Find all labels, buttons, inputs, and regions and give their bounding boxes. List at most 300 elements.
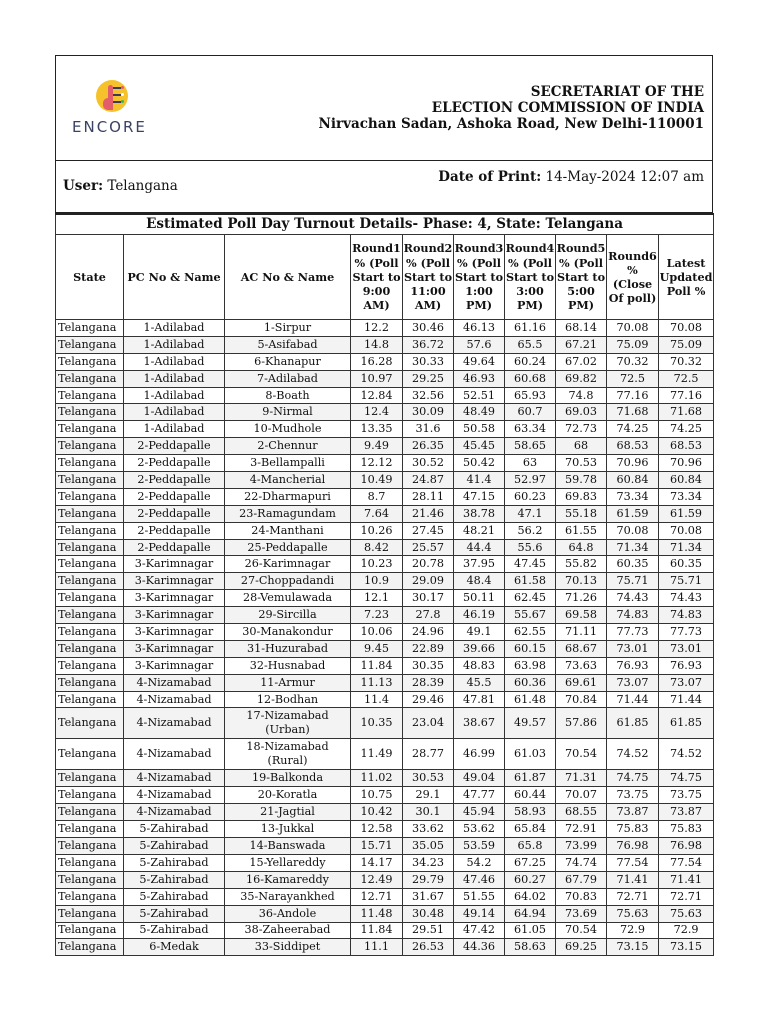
latest-poll-cell: 73.01 xyxy=(659,640,714,657)
pc-cell: 4-Nizamabad xyxy=(124,739,225,770)
round4-cell: 58.65 xyxy=(505,438,556,455)
round3-cell: 41.4 xyxy=(454,472,505,489)
ac-cell: 18-Nizamabad (Rural) xyxy=(225,739,351,770)
pc-cell: 4-Nizamabad xyxy=(124,787,225,804)
report-page xyxy=(55,55,713,956)
pc-cell: 3-Karimnagar xyxy=(124,657,225,674)
ac-cell: 33-Siddipet xyxy=(225,939,351,956)
pc-cell: 2-Peddapalle xyxy=(124,438,225,455)
ac-cell: 25-Peddapalle xyxy=(225,539,351,556)
ac-cell: 36-Andole xyxy=(225,905,351,922)
column-header: AC No & Name xyxy=(225,235,351,320)
table-row xyxy=(56,739,714,770)
round5-cell: 70.84 xyxy=(556,691,607,708)
round3-cell: 44.36 xyxy=(454,939,505,956)
latest-poll-cell: 73.07 xyxy=(659,674,714,691)
ac-cell: 22-Dharmapuri xyxy=(225,488,351,505)
state-cell: Telangana xyxy=(56,404,124,421)
latest-poll-cell: 73.34 xyxy=(659,488,714,505)
pc-cell: 4-Nizamabad xyxy=(124,674,225,691)
round4-cell: 65.5 xyxy=(505,336,556,353)
report-header xyxy=(55,55,713,161)
ac-cell: 31-Huzurabad xyxy=(225,640,351,657)
round4-cell: 60.15 xyxy=(505,640,556,657)
round6-cell: 72.5 xyxy=(607,370,659,387)
round6-cell: 71.34 xyxy=(607,539,659,556)
round2-cell: 28.77 xyxy=(403,739,454,770)
column-header: Round6 % (Close Of poll) xyxy=(607,235,659,320)
round3-cell: 48.21 xyxy=(454,522,505,539)
round5-cell: 69.03 xyxy=(556,404,607,421)
round5-cell: 68.55 xyxy=(556,804,607,821)
round2-cell: 24.96 xyxy=(403,624,454,641)
round3-cell: 46.99 xyxy=(454,739,505,770)
round5-cell: 72.91 xyxy=(556,821,607,838)
table-row xyxy=(56,854,714,871)
table-row xyxy=(56,522,714,539)
pc-cell: 3-Karimnagar xyxy=(124,556,225,573)
round3-cell: 46.19 xyxy=(454,607,505,624)
latest-poll-cell: 70.08 xyxy=(659,522,714,539)
round1-cell: 11.48 xyxy=(351,905,403,922)
round1-cell: 14.17 xyxy=(351,854,403,871)
pc-cell: 6-Medak xyxy=(124,939,225,956)
round4-cell: 55.6 xyxy=(505,539,556,556)
table-row xyxy=(56,539,714,556)
round2-cell: 23.04 xyxy=(403,708,454,739)
round3-cell: 50.58 xyxy=(454,421,505,438)
state-cell: Telangana xyxy=(56,640,124,657)
round2-cell: 25.57 xyxy=(403,539,454,556)
column-header-row xyxy=(56,235,714,320)
latest-poll-cell: 77.16 xyxy=(659,387,714,404)
round4-cell: 62.55 xyxy=(505,624,556,641)
round4-cell: 60.27 xyxy=(505,871,556,888)
round2-cell: 33.62 xyxy=(403,821,454,838)
table-row xyxy=(56,708,714,739)
round4-cell: 63.34 xyxy=(505,421,556,438)
round3-cell: 38.67 xyxy=(454,708,505,739)
state-cell: Telangana xyxy=(56,573,124,590)
column-header: State xyxy=(56,235,124,320)
column-header: Round1 % (Poll Start to 9:00 AM) xyxy=(351,235,403,320)
table-row xyxy=(56,657,714,674)
round5-cell: 70.13 xyxy=(556,573,607,590)
latest-poll-cell: 75.83 xyxy=(659,821,714,838)
round5-cell: 57.86 xyxy=(556,708,607,739)
round4-cell: 61.05 xyxy=(505,922,556,939)
state-cell: Telangana xyxy=(56,838,124,855)
state-cell: Telangana xyxy=(56,455,124,472)
table-row xyxy=(56,370,714,387)
round3-cell: 57.6 xyxy=(454,336,505,353)
ac-cell: 11-Armur xyxy=(225,674,351,691)
round3-cell: 46.13 xyxy=(454,320,505,337)
pc-cell: 1-Adilabad xyxy=(124,421,225,438)
round3-cell: 53.62 xyxy=(454,821,505,838)
round1-cell: 11.1 xyxy=(351,939,403,956)
ac-cell: 4-Mancherial xyxy=(225,472,351,489)
round6-cell: 70.96 xyxy=(607,455,659,472)
round5-cell: 72.73 xyxy=(556,421,607,438)
state-cell: Telangana xyxy=(56,387,124,404)
pc-cell: 5-Zahirabad xyxy=(124,871,225,888)
table-row xyxy=(56,787,714,804)
round4-cell: 65.84 xyxy=(505,821,556,838)
pc-cell: 2-Peddapalle xyxy=(124,488,225,505)
pc-cell: 3-Karimnagar xyxy=(124,573,225,590)
pc-cell: 3-Karimnagar xyxy=(124,640,225,657)
column-header: Latest Updated Poll % xyxy=(659,235,714,320)
ac-cell: 26-Karimnagar xyxy=(225,556,351,573)
round6-cell: 74.25 xyxy=(607,421,659,438)
ac-cell: 9-Nirmal xyxy=(225,404,351,421)
round3-cell: 51.55 xyxy=(454,888,505,905)
round5-cell: 67.21 xyxy=(556,336,607,353)
round5-cell: 71.11 xyxy=(556,624,607,641)
ac-cell: 6-Khanapur xyxy=(225,353,351,370)
round1-cell: 9.45 xyxy=(351,640,403,657)
round1-cell: 13.35 xyxy=(351,421,403,438)
encore-logo xyxy=(64,66,156,152)
round5-cell: 68 xyxy=(556,438,607,455)
round4-cell: 60.44 xyxy=(505,787,556,804)
round6-cell: 75.63 xyxy=(607,905,659,922)
round1-cell: 10.26 xyxy=(351,522,403,539)
round6-cell: 61.59 xyxy=(607,505,659,522)
ac-cell: 8-Boath xyxy=(225,387,351,404)
latest-poll-cell: 70.08 xyxy=(659,320,714,337)
round5-cell: 69.58 xyxy=(556,607,607,624)
date-value: 14-May-2024 12:07 am xyxy=(545,169,704,185)
round5-cell: 70.07 xyxy=(556,787,607,804)
pc-cell: 5-Zahirabad xyxy=(124,922,225,939)
state-cell: Telangana xyxy=(56,939,124,956)
state-cell: Telangana xyxy=(56,739,124,770)
round2-cell: 36.72 xyxy=(403,336,454,353)
round6-cell: 73.15 xyxy=(607,939,659,956)
round6-cell: 72.9 xyxy=(607,922,659,939)
round1-cell: 11.49 xyxy=(351,739,403,770)
latest-poll-cell: 73.15 xyxy=(659,939,714,956)
user-info xyxy=(63,178,178,194)
table-row xyxy=(56,387,714,404)
round5-cell: 74.74 xyxy=(556,854,607,871)
round6-cell: 76.93 xyxy=(607,657,659,674)
table-row xyxy=(56,691,714,708)
table-row xyxy=(56,590,714,607)
round1-cell: 7.23 xyxy=(351,607,403,624)
round3-cell: 47.77 xyxy=(454,787,505,804)
state-cell: Telangana xyxy=(56,821,124,838)
round4-cell: 56.2 xyxy=(505,522,556,539)
latest-poll-cell: 73.87 xyxy=(659,804,714,821)
ac-cell: 20-Koratla xyxy=(225,787,351,804)
round6-cell: 74.43 xyxy=(607,590,659,607)
round5-cell: 74.8 xyxy=(556,387,607,404)
round4-cell: 61.48 xyxy=(505,691,556,708)
round1-cell: 11.4 xyxy=(351,691,403,708)
pc-cell: 3-Karimnagar xyxy=(124,607,225,624)
ac-cell: 5-Asifabad xyxy=(225,336,351,353)
round5-cell: 70.53 xyxy=(556,455,607,472)
table-row xyxy=(56,336,714,353)
pc-cell: 3-Karimnagar xyxy=(124,590,225,607)
round1-cell: 12.4 xyxy=(351,404,403,421)
round3-cell: 46.93 xyxy=(454,370,505,387)
round2-cell: 29.51 xyxy=(403,922,454,939)
round1-cell: 10.75 xyxy=(351,787,403,804)
round4-cell: 61.03 xyxy=(505,739,556,770)
round5-cell: 70.83 xyxy=(556,888,607,905)
org-line-2: ELECTION COMMISSION OF INDIA xyxy=(431,100,704,116)
round3-cell: 54.2 xyxy=(454,854,505,871)
round3-cell: 47.42 xyxy=(454,922,505,939)
ac-cell: 29-Sircilla xyxy=(225,607,351,624)
table-row xyxy=(56,472,714,489)
latest-poll-cell: 71.34 xyxy=(659,539,714,556)
latest-poll-cell: 70.32 xyxy=(659,353,714,370)
column-header: PC No & Name xyxy=(124,235,225,320)
ac-cell: 10-Mudhole xyxy=(225,421,351,438)
round1-cell: 9.49 xyxy=(351,438,403,455)
ac-cell: 7-Adilabad xyxy=(225,370,351,387)
round3-cell: 49.04 xyxy=(454,770,505,787)
round6-cell: 74.75 xyxy=(607,770,659,787)
round2-cell: 29.46 xyxy=(403,691,454,708)
round5-cell: 59.78 xyxy=(556,472,607,489)
round6-cell: 75.71 xyxy=(607,573,659,590)
round3-cell: 45.45 xyxy=(454,438,505,455)
round4-cell: 55.67 xyxy=(505,607,556,624)
round6-cell: 77.73 xyxy=(607,624,659,641)
state-cell: Telangana xyxy=(56,488,124,505)
round4-cell: 60.7 xyxy=(505,404,556,421)
ac-cell: 32-Husnabad xyxy=(225,657,351,674)
round4-cell: 60.24 xyxy=(505,353,556,370)
table-row xyxy=(56,871,714,888)
state-cell: Telangana xyxy=(56,691,124,708)
round1-cell: 12.58 xyxy=(351,821,403,838)
round6-cell: 73.07 xyxy=(607,674,659,691)
state-cell: Telangana xyxy=(56,624,124,641)
latest-poll-cell: 76.98 xyxy=(659,838,714,855)
latest-poll-cell: 71.41 xyxy=(659,871,714,888)
table-row xyxy=(56,438,714,455)
round5-cell: 70.54 xyxy=(556,739,607,770)
round1-cell: 10.49 xyxy=(351,472,403,489)
ac-cell: 1-Sirpur xyxy=(225,320,351,337)
round1-cell: 12.71 xyxy=(351,888,403,905)
round2-cell: 26.53 xyxy=(403,939,454,956)
ac-cell: 19-Balkonda xyxy=(225,770,351,787)
round6-cell: 68.53 xyxy=(607,438,659,455)
round1-cell: 11.02 xyxy=(351,770,403,787)
round6-cell: 60.84 xyxy=(607,472,659,489)
pc-cell: 5-Zahirabad xyxy=(124,905,225,922)
round2-cell: 29.79 xyxy=(403,871,454,888)
round6-cell: 77.16 xyxy=(607,387,659,404)
round4-cell: 61.87 xyxy=(505,770,556,787)
round3-cell: 49.14 xyxy=(454,905,505,922)
state-cell: Telangana xyxy=(56,854,124,871)
round5-cell: 69.83 xyxy=(556,488,607,505)
round6-cell: 74.52 xyxy=(607,739,659,770)
round2-cell: 30.46 xyxy=(403,320,454,337)
round6-cell: 71.41 xyxy=(607,871,659,888)
round4-cell: 65.8 xyxy=(505,838,556,855)
logo-emblem-icon xyxy=(96,80,128,112)
ac-cell: 23-Ramagundam xyxy=(225,505,351,522)
latest-poll-cell: 76.93 xyxy=(659,657,714,674)
round5-cell: 73.63 xyxy=(556,657,607,674)
round6-cell: 77.54 xyxy=(607,854,659,871)
state-cell: Telangana xyxy=(56,353,124,370)
latest-poll-cell: 75.63 xyxy=(659,905,714,922)
round6-cell: 70.08 xyxy=(607,320,659,337)
round2-cell: 22.89 xyxy=(403,640,454,657)
ac-cell: 28-Vemulawada xyxy=(225,590,351,607)
turnout-table xyxy=(55,213,714,956)
ac-cell: 2-Chennur xyxy=(225,438,351,455)
state-cell: Telangana xyxy=(56,787,124,804)
user-label: User: xyxy=(63,178,104,194)
round2-cell: 27.45 xyxy=(403,522,454,539)
round5-cell: 67.79 xyxy=(556,871,607,888)
table-row xyxy=(56,640,714,657)
round1-cell: 14.8 xyxy=(351,336,403,353)
round5-cell: 55.18 xyxy=(556,505,607,522)
round3-cell: 49.1 xyxy=(454,624,505,641)
table-row xyxy=(56,455,714,472)
round5-cell: 71.31 xyxy=(556,770,607,787)
round2-cell: 27.8 xyxy=(403,607,454,624)
pc-cell: 5-Zahirabad xyxy=(124,821,225,838)
round1-cell: 10.97 xyxy=(351,370,403,387)
round6-cell: 71.44 xyxy=(607,691,659,708)
round2-cell: 30.52 xyxy=(403,455,454,472)
round2-cell: 28.11 xyxy=(403,488,454,505)
latest-poll-cell: 60.84 xyxy=(659,472,714,489)
table-row xyxy=(56,505,714,522)
latest-poll-cell: 77.54 xyxy=(659,854,714,871)
round5-cell: 69.82 xyxy=(556,370,607,387)
table-row xyxy=(56,905,714,922)
pc-cell: 2-Peddapalle xyxy=(124,505,225,522)
latest-poll-cell: 61.85 xyxy=(659,708,714,739)
round2-cell: 26.35 xyxy=(403,438,454,455)
latest-poll-cell: 68.53 xyxy=(659,438,714,455)
user-value: Telangana xyxy=(107,178,178,194)
pc-cell: 2-Peddapalle xyxy=(124,522,225,539)
print-date xyxy=(438,169,704,185)
ac-cell: 38-Zaheerabad xyxy=(225,922,351,939)
round5-cell: 55.82 xyxy=(556,556,607,573)
round6-cell: 73.34 xyxy=(607,488,659,505)
round3-cell: 50.11 xyxy=(454,590,505,607)
latest-poll-cell: 74.43 xyxy=(659,590,714,607)
round3-cell: 50.42 xyxy=(454,455,505,472)
latest-poll-cell: 72.71 xyxy=(659,888,714,905)
pc-cell: 5-Zahirabad xyxy=(124,888,225,905)
round5-cell: 73.69 xyxy=(556,905,607,922)
ac-cell: 3-Bellampalli xyxy=(225,455,351,472)
round6-cell: 75.83 xyxy=(607,821,659,838)
round2-cell: 31.6 xyxy=(403,421,454,438)
round3-cell: 48.49 xyxy=(454,404,505,421)
round3-cell: 45.94 xyxy=(454,804,505,821)
round1-cell: 12.12 xyxy=(351,455,403,472)
print-info xyxy=(55,161,713,213)
table-row xyxy=(56,421,714,438)
column-header: Round2 % (Poll Start to 11:00 AM) xyxy=(403,235,454,320)
pc-cell: 1-Adilabad xyxy=(124,320,225,337)
state-cell: Telangana xyxy=(56,320,124,337)
state-cell: Telangana xyxy=(56,871,124,888)
round1-cell: 15.71 xyxy=(351,838,403,855)
table-row xyxy=(56,607,714,624)
table-row xyxy=(56,320,714,337)
round4-cell: 63 xyxy=(505,455,556,472)
round6-cell: 71.68 xyxy=(607,404,659,421)
round2-cell: 31.67 xyxy=(403,888,454,905)
round2-cell: 28.39 xyxy=(403,674,454,691)
round3-cell: 48.83 xyxy=(454,657,505,674)
round1-cell: 12.1 xyxy=(351,590,403,607)
org-line-1: SECRETARIAT OF THE xyxy=(530,84,704,100)
latest-poll-cell: 72.5 xyxy=(659,370,714,387)
round1-cell: 10.06 xyxy=(351,624,403,641)
round1-cell: 12.84 xyxy=(351,387,403,404)
round5-cell: 68.67 xyxy=(556,640,607,657)
round3-cell: 49.64 xyxy=(454,353,505,370)
latest-poll-cell: 70.96 xyxy=(659,455,714,472)
round4-cell: 58.63 xyxy=(505,939,556,956)
pc-cell: 3-Karimnagar xyxy=(124,624,225,641)
table-row xyxy=(56,888,714,905)
round5-cell: 61.55 xyxy=(556,522,607,539)
round6-cell: 73.75 xyxy=(607,787,659,804)
table-row xyxy=(56,939,714,956)
round4-cell: 63.98 xyxy=(505,657,556,674)
pc-cell: 2-Peddapalle xyxy=(124,539,225,556)
state-cell: Telangana xyxy=(56,905,124,922)
pc-cell: 2-Peddapalle xyxy=(124,472,225,489)
pc-cell: 4-Nizamabad xyxy=(124,691,225,708)
pc-cell: 4-Nizamabad xyxy=(124,804,225,821)
ac-cell: 21-Jagtial xyxy=(225,804,351,821)
latest-poll-cell: 74.25 xyxy=(659,421,714,438)
pc-cell: 1-Adilabad xyxy=(124,336,225,353)
round6-cell: 72.71 xyxy=(607,888,659,905)
round3-cell: 52.51 xyxy=(454,387,505,404)
round1-cell: 11.84 xyxy=(351,657,403,674)
state-cell: Telangana xyxy=(56,336,124,353)
round2-cell: 32.56 xyxy=(403,387,454,404)
round1-cell: 12.2 xyxy=(351,320,403,337)
round6-cell: 76.98 xyxy=(607,838,659,855)
organization-address xyxy=(319,84,704,132)
state-cell: Telangana xyxy=(56,590,124,607)
ac-cell: 30-Manakondur xyxy=(225,624,351,641)
ac-cell: 35-Narayankhed xyxy=(225,888,351,905)
latest-poll-cell: 71.68 xyxy=(659,404,714,421)
round1-cell: 10.23 xyxy=(351,556,403,573)
pc-cell: 5-Zahirabad xyxy=(124,854,225,871)
round4-cell: 60.23 xyxy=(505,488,556,505)
round5-cell: 73.99 xyxy=(556,838,607,855)
state-cell: Telangana xyxy=(56,472,124,489)
